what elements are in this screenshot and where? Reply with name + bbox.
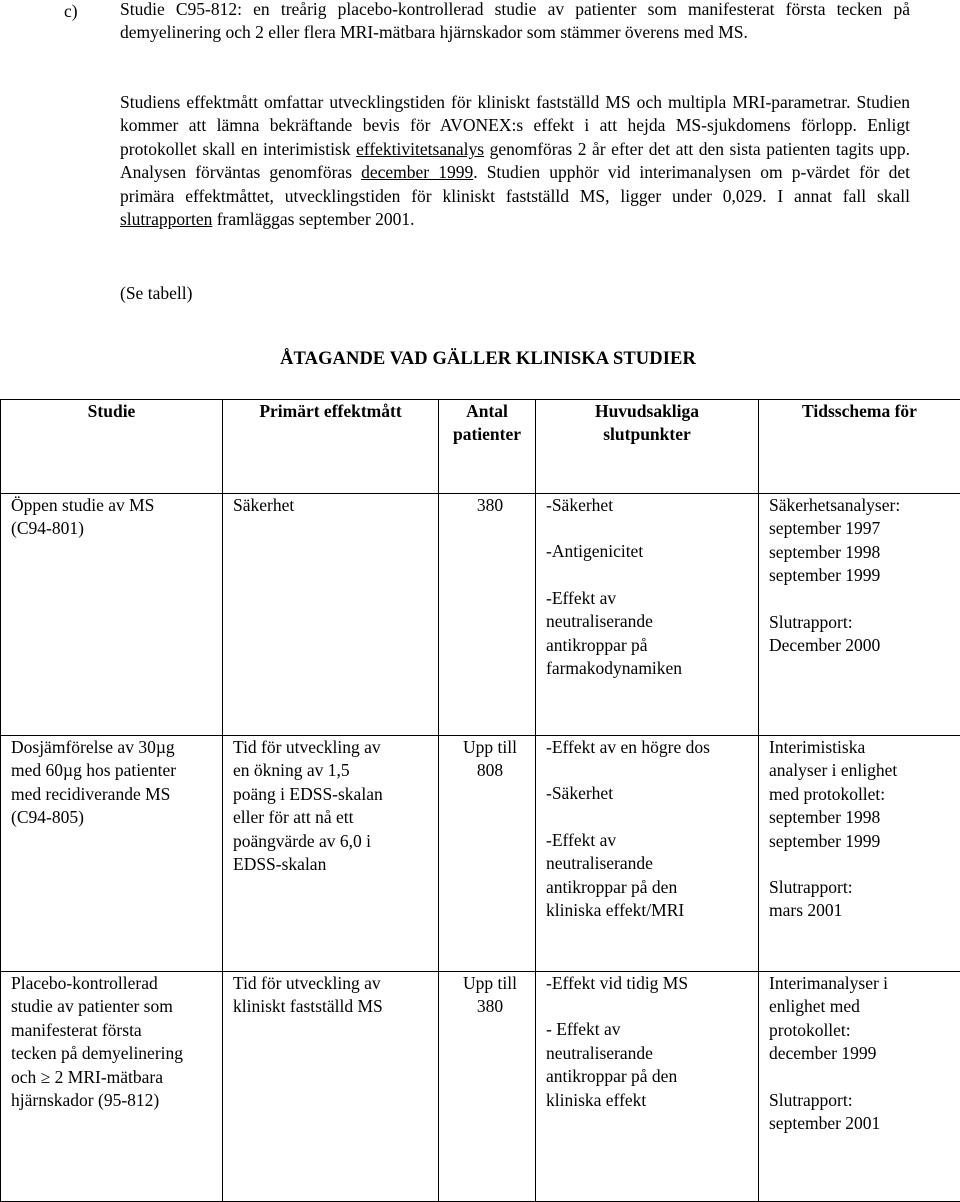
header-primart-effektmatt [223, 400, 439, 494]
cell-line: eller för att nå ett [233, 806, 434, 829]
cell-line: antikroppar på den [546, 1065, 754, 1088]
cell-line: Slutrapport: [769, 876, 956, 899]
cell-primart [223, 972, 439, 1202]
cell-line: september 1999 [769, 830, 956, 853]
link-effektivitetsanalys[interactable]: effektivitetsanalys [356, 139, 484, 159]
header-label: Tidsschema för [802, 401, 917, 421]
section-heading: ÅTAGANDE VAD GÄLLER KLINISKA STUDIER [0, 349, 960, 370]
text-run: . Studien upphör vid interimanalysen om p-värdet för det primära effektmåttet, utvecklingstiden för kliniskt fastställd MS, ligger under 0,029. I annat fall skall [120, 162, 910, 205]
cell-line: studie av patienter som [11, 995, 218, 1018]
cell-line: december 1999 [769, 1042, 956, 1065]
cell-line: september 2001 [769, 1112, 956, 1135]
cell-line: kliniska effekt [546, 1089, 754, 1112]
cell-tidsschema [759, 736, 960, 972]
paragraph-study-endpoints [120, 91, 910, 231]
cell-line: antikroppar på [546, 634, 754, 657]
cell-line: farmakodynamiken [546, 657, 754, 680]
cell-line: enlighet med [769, 995, 956, 1018]
link-slutrapporten[interactable]: slutrapporten [120, 209, 212, 229]
cell-line: mars 2001 [769, 899, 956, 922]
cell-line: september 1998 [769, 806, 956, 829]
header-studie [1, 400, 223, 494]
cell-studie [1, 736, 223, 972]
cell-line: protokollet: [769, 1019, 956, 1042]
cell-line: manifesterat första [11, 1019, 218, 1042]
cell-line: 380 [449, 995, 531, 1018]
table-header-row [1, 400, 960, 494]
text-run: och [11, 1067, 41, 1087]
cell-line: poängvärde av 6,0 i [233, 830, 434, 853]
cell-line: tecken på demyelinering [11, 1042, 218, 1065]
table-row [1, 972, 960, 1202]
cell-line: med protokollet: [769, 783, 956, 806]
header-label: Antal [439, 400, 535, 423]
cell-line: neutraliserande [546, 852, 754, 875]
cell-line: september 1999 [769, 564, 956, 587]
cell-line: -Effekt vid tidig MS [546, 972, 754, 995]
cell-studie [1, 494, 223, 736]
cell-slutpunkter [536, 736, 759, 972]
cell-tidsschema [759, 494, 960, 736]
header-antal-patienter [439, 400, 536, 494]
cell-studie [1, 972, 223, 1202]
cell-line: -Säkerhet [546, 782, 754, 805]
header-label: Primärt effektmått [259, 401, 401, 421]
cell-line: -Antigenicitet [546, 540, 754, 563]
header-tidsschema [759, 400, 960, 494]
cell-line: kliniska effekt/MRI [546, 899, 754, 922]
cell-line: -Effekt av en högre dos [546, 736, 754, 759]
link-december-1999[interactable]: december 1999 [361, 162, 473, 182]
cell-line: (C94-805) [11, 806, 218, 829]
cell-line: neutraliserande [546, 610, 754, 633]
cell-line: 808 [449, 759, 531, 782]
cell-line: - Effekt av [546, 1018, 754, 1041]
cell-antal [439, 494, 536, 736]
text-run: 2 MRI-mätbara [50, 1067, 163, 1087]
cell-line: antikroppar på den [546, 876, 754, 899]
cell-line: hjärnskador (95-812) [11, 1089, 218, 1112]
cell-line: Upp till [449, 736, 531, 759]
cell-line: Öppen studie av MS [11, 494, 218, 517]
cell-line: en ökning av 1,5 [233, 759, 434, 782]
header-label: slutpunkter [536, 423, 758, 446]
list-marker: c) [64, 0, 78, 23]
cell-line: kliniskt fastställd MS [233, 995, 434, 1018]
cell-line: med 60µg hos patienter [11, 759, 218, 782]
cell-line [11, 1066, 218, 1089]
cell-line: Tid för utveckling av [233, 972, 434, 995]
cell-line: Säkerhet [233, 494, 434, 517]
cell-line: Slutrapport: [769, 1089, 956, 1112]
cell-line: (C94-801) [11, 517, 218, 540]
paragraph-study-description: Studie C95-812: en treårig placebo-kontrollerad studie av patienter som manifesterat första tecken på demyelinering och 2 eller flera MRI-mätbara hjärnskador som stämmer överens med MS. [120, 0, 910, 45]
table-row [1, 494, 960, 736]
cell-slutpunkter [536, 972, 759, 1202]
cell-line: Tid för utveckling av [233, 736, 434, 759]
header-label: patienter [439, 423, 535, 446]
cell-line: Dosjämförelse av 30µg [11, 736, 218, 759]
cell-line: Placebo-kontrollerad [11, 972, 218, 995]
cell-line: December 2000 [769, 634, 956, 657]
clinical-studies-table [0, 399, 960, 1202]
header-huvudsakliga-slutpunkter [536, 400, 759, 494]
cell-tidsschema [759, 972, 960, 1202]
cell-line: Säkerhetsanalyser: [769, 494, 956, 517]
cell-line: poäng i EDSS-skalan [233, 783, 434, 806]
cell-antal [439, 736, 536, 972]
cell-antal [439, 972, 536, 1202]
cell-primart [223, 494, 439, 736]
cell-primart [223, 736, 439, 972]
cell-line: -Säkerhet [546, 494, 754, 517]
text-run: genomföras 2 år efter det att den sista patienten tagits upp. Analysen förväntas genomföras [120, 139, 910, 182]
cell-line: EDSS-skalan [233, 853, 434, 876]
header-label: Huvudsakliga [536, 400, 758, 423]
cell-line: Interimistiska [769, 736, 956, 759]
cell-line: -Effekt av [546, 587, 754, 610]
cell-line: 380 [449, 494, 531, 517]
cell-line: september 1998 [769, 541, 956, 564]
cell-line: Interimanalyser i [769, 972, 956, 995]
cell-line: neutraliserande [546, 1042, 754, 1065]
greater-equal-symbol: ≥ [41, 1067, 51, 1087]
text-run: Studiens effektmått omfattar utvecklingstiden för kliniskt fastställd MS och multipla MRI-parametrar. Studien kommer att lämna bekräftande bevis för AVONEX:s effekt i att hejda MS-sjukdomens förlopp. Enligt protokollet skall en interimistisk [120, 92, 910, 159]
cell-line: Slutrapport: [769, 611, 956, 634]
table-row [1, 736, 960, 972]
cell-slutpunkter [536, 494, 759, 736]
header-label: Studie [88, 401, 136, 421]
cell-line: analyser i enlighet [769, 759, 956, 782]
see-table-note: (Se tabell) [120, 282, 910, 305]
cell-line: -Effekt av [546, 829, 754, 852]
text-run: framläggas september 2001. [212, 209, 414, 229]
cell-line: Upp till [449, 972, 531, 995]
cell-line: med recidiverande MS [11, 783, 218, 806]
cell-line: september 1997 [769, 517, 956, 540]
